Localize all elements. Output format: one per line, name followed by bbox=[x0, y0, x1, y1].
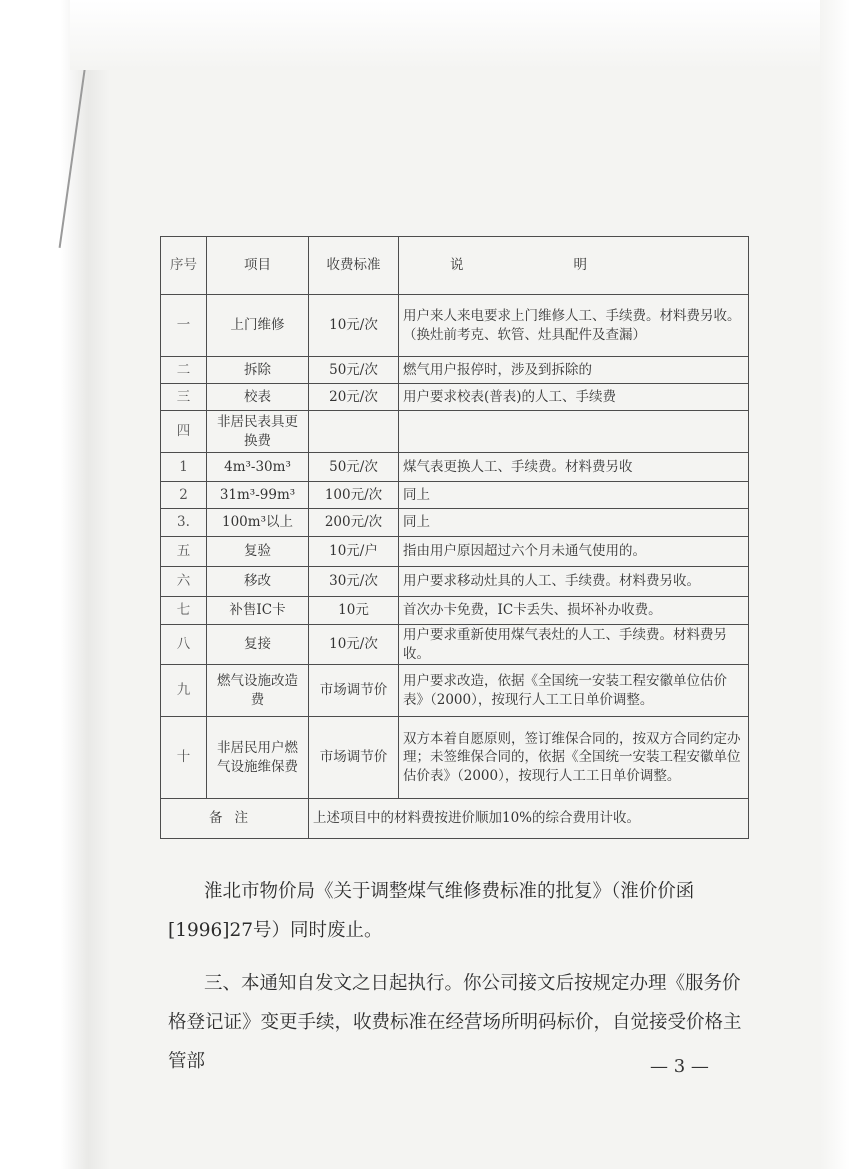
row-num: 1 bbox=[161, 453, 207, 482]
row-desc: 燃气用户报停时，涉及到拆除的 bbox=[399, 357, 749, 384]
table-row bbox=[161, 295, 749, 357]
table-row bbox=[161, 384, 749, 411]
row-fee: 100元/次 bbox=[309, 482, 399, 509]
paragraph-abolish-notice: 淮北市物价局《关于调整煤气维修费标准的批复》（淮价价函[1996]27号）同时废止。 bbox=[168, 881, 695, 941]
row-item: 非居民用户燃气设施维保费 bbox=[207, 717, 309, 799]
row-desc: 同上 bbox=[399, 482, 749, 509]
table-row bbox=[161, 625, 749, 665]
row-fee: 10元/户 bbox=[309, 537, 399, 567]
scan-top-shade bbox=[70, 0, 850, 70]
row-num: 三 bbox=[161, 384, 207, 411]
row-num: 五 bbox=[161, 537, 207, 567]
scan-fold-shadow bbox=[0, 0, 110, 1169]
row-num: 六 bbox=[161, 567, 207, 597]
table-row bbox=[161, 411, 749, 453]
row-num: 一 bbox=[161, 295, 207, 357]
row-num: 九 bbox=[161, 665, 207, 717]
scan-right-shade bbox=[820, 0, 850, 1169]
row-fee bbox=[309, 411, 399, 453]
row-fee: 市场调节价 bbox=[309, 665, 399, 717]
table-header-row bbox=[161, 237, 749, 295]
row-desc: 用户要求改造，依据《全国统一安装工程安徽单位估价表》（2000），按现行人工工日单价调整。 bbox=[399, 665, 749, 717]
table-row bbox=[161, 597, 749, 625]
paragraph-effective-date: 三、本通知自发文之日起执行。你公司接文后按规定办理《服务价格登记证》变更手续，收费标准在经营场所明码标价，自觉接受价格主管部 bbox=[168, 973, 742, 1072]
row-desc: 双方本着自愿原则，签订维保合同的，按双方合同约定办理；未签维保合同的，依据《全国统一安装工程安徽单位估价表》（2000），按现行人工工日单价调整。 bbox=[399, 717, 749, 799]
row-item: 复接 bbox=[207, 625, 309, 665]
table-row bbox=[161, 509, 749, 537]
row-num: 二 bbox=[161, 357, 207, 384]
row-fee: 200元/次 bbox=[309, 509, 399, 537]
row-item: 4m³-30m³ bbox=[207, 453, 309, 482]
row-fee: 10元 bbox=[309, 597, 399, 625]
row-item: 上门维修 bbox=[207, 295, 309, 357]
row-num: 七 bbox=[161, 597, 207, 625]
row-desc: 指由用户原因超过六个月未通气使用的。 bbox=[399, 537, 749, 567]
row-desc bbox=[399, 411, 749, 453]
row-desc: 用户来人来电要求上门维修人工、手续费。材料费另收。（换灶前考克、软管、灶具配件及查漏） bbox=[399, 295, 749, 357]
table-row bbox=[161, 717, 749, 799]
remark-row bbox=[161, 799, 749, 839]
row-fee: 10元/次 bbox=[309, 625, 399, 665]
row-num: 3. bbox=[161, 509, 207, 537]
row-item: 移改 bbox=[207, 567, 309, 597]
table-row bbox=[161, 482, 749, 509]
row-item: 31m³-99m³ bbox=[207, 482, 309, 509]
row-item: 拆除 bbox=[207, 357, 309, 384]
table-row bbox=[161, 453, 749, 482]
row-fee: 50元/次 bbox=[309, 357, 399, 384]
table-row bbox=[161, 537, 749, 567]
page-number: — 3 — bbox=[650, 1056, 709, 1077]
remark-label: 备注 bbox=[161, 799, 309, 839]
row-num: 八 bbox=[161, 625, 207, 665]
row-num: 十 bbox=[161, 717, 207, 799]
row-desc: 用户要求移动灶具的人工、手续费。材料费另收。 bbox=[399, 567, 749, 597]
row-desc: 用户要求重新使用煤气表灶的人工、手续费。材料费另收。 bbox=[399, 625, 749, 665]
row-desc: 用户要求校表(普表)的人工、手续费 bbox=[399, 384, 749, 411]
row-item: 100m³以上 bbox=[207, 509, 309, 537]
row-fee: 30元/次 bbox=[309, 567, 399, 597]
row-fee: 10元/次 bbox=[309, 295, 399, 357]
header-num: 序号 bbox=[161, 237, 207, 295]
row-num: 四 bbox=[161, 411, 207, 453]
row-item: 校表 bbox=[207, 384, 309, 411]
row-item: 燃气设施改造费 bbox=[207, 665, 309, 717]
table-row bbox=[161, 357, 749, 384]
row-item: 非居民表具更换费 bbox=[207, 411, 309, 453]
header-item: 项目 bbox=[207, 237, 309, 295]
row-desc: 同上 bbox=[399, 509, 749, 537]
row-fee: 20元/次 bbox=[309, 384, 399, 411]
table-row bbox=[161, 665, 749, 717]
row-item: 补售IC卡 bbox=[207, 597, 309, 625]
remark-text: 上述项目中的材料费按进价顺加10%的综合费用计收。 bbox=[309, 799, 749, 839]
row-fee: 50元/次 bbox=[309, 453, 399, 482]
fee-table bbox=[160, 236, 749, 839]
table-row bbox=[161, 567, 749, 597]
row-item: 复验 bbox=[207, 537, 309, 567]
row-desc: 首次办卡免费，IC卡丢失、损坏补办收费。 bbox=[399, 597, 749, 625]
header-fee: 收费标准 bbox=[309, 237, 399, 295]
row-desc: 煤气表更换人工、手续费。材料费另收 bbox=[399, 453, 749, 482]
row-fee: 市场调节价 bbox=[309, 717, 399, 799]
header-desc: 说明 bbox=[399, 237, 749, 295]
row-num: 2 bbox=[161, 482, 207, 509]
